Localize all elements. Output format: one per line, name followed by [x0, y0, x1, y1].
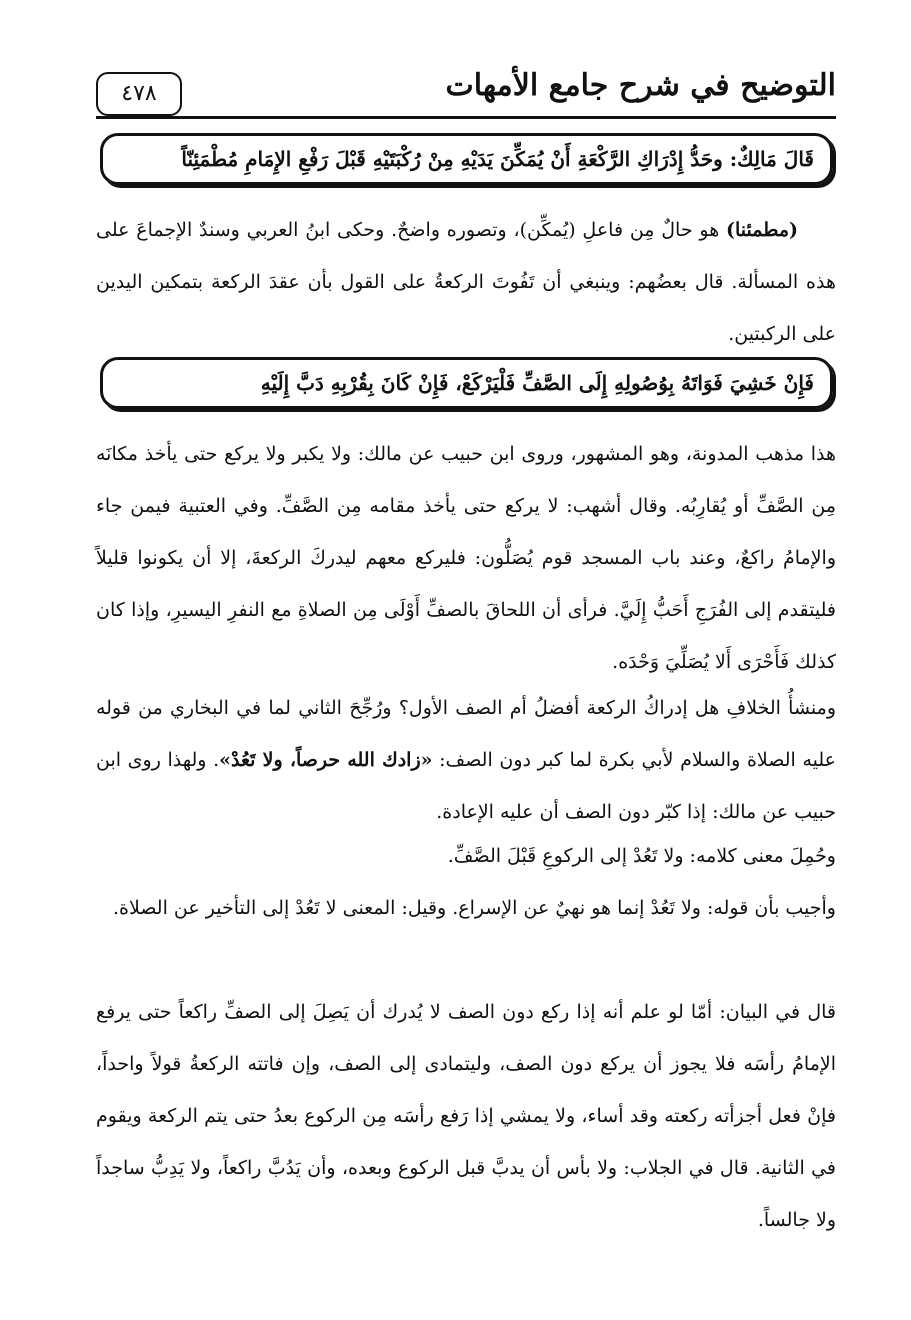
commentary-paragraph	[96, 682, 836, 838]
paragraph-text: قال في البيان: أمّا لو علم أنه إذا ركع دون الصف لا يُدرك أن يَصِلَ إلى الصفِّ راكعاً حتى يرفع الإمامُ رأسَه فلا يجوز أن يركع دون الصف، وليتمادى إلى الصف، وإن فاتته الركعةُ قولاً واحداً، فإنْ فعل أجزأته ركعته وقد أساء، ولا يمشي إذا رَفع رأسَه مِن الركوع بعدُ حتى يتم الركعة ويقوم في الثانية. قال في الجلاب: ولا بأس أن يدبَّ قبل الركوع وبعده، وأن يَدُبَّ راكعاً، ولا يَدِبُّ ساجداً ولا جالساً.	[96, 1001, 836, 1231]
book-title: التوضيح في شرح جامع الأمهات	[445, 68, 836, 103]
commentary-paragraph	[96, 204, 836, 360]
paragraph-text: هذا مذهب المدونة، وهو المشهور، وروى ابن حبيب عن مالك: ولا يكبر ولا يركع حتى يأخذ مكانَه مِن الصَّفِّ أو يُقارِبُه. وقال أشهب: لا يركع حتى يأخذ مقامه مِن الصَّفِّ. وفي العتبية فيمن جاء والإمامُ راكعٌ، وعند باب المسجد قوم يُصَلُّون: فليركع معهم ليدركَ الركعةَ، إلا أن يكونوا قليلاً فليتقدم إلى الفُرَجِ أَحَبُّ إِلَيَّ. فرأى أن اللحاقَ بالصفِّ أَوْلَى مِن الصلاةِ مع النفرِ اليسيرِ، وإذا كان كذلك فَأَحْرَى أَلا يُصَلِّيَ وَحْدَه.	[96, 443, 836, 673]
commentary-paragraph	[96, 830, 836, 882]
commentary-paragraph	[96, 428, 836, 688]
header-divider	[96, 116, 836, 119]
paragraph-text-tail: . ولهذا روى ابن حبيب عن مالك: إذا كبّر دون الصف أن عليه الإعادة.	[96, 749, 836, 823]
matn-box: فَإِنْ خَشِيَ فَوَاتَهُ بِوُصُولِهِ إِلَى الصَّفِّ فَلْيَرْكَعْ، فَإِنْ كَانَ بِقُرْبِهِ دَبَّ إِلَيْهِ	[100, 357, 833, 409]
lemma: (مطمئنا)	[726, 219, 798, 241]
matn-box: قَالَ مَالِكٌ: وحَدُّ إِدْرَاكِ الرَّكْعَةِ أَنْ يُمَكِّنَ يَدَيْهِ مِنْ رُكْبَتَيْهِ قَبْلَ رَفْعِ الإِمَامِ مُطْمَئِنّاً	[100, 133, 833, 185]
hadith-quote: «زادك الله حرصاً، ولا تَعُدْ»	[219, 749, 433, 771]
paragraph-text: وأجيب بأن قوله: ولا تَعُدْ إنما هو نهيٌ عن الإسراع. وقيل: المعنى لا تَعُدْ إلى التأخير عن الصلاة.	[112, 897, 836, 919]
paragraph-text: ومنشأُ الخلافِ هل إدراكُ الركعة أفضلُ أم الصف الأول؟ ورُجِّحَ الثاني لما في البخاري من قوله عليه الصلاة والسلام لأبي بكرة لما كبر دون الصف:	[96, 697, 836, 771]
commentary-paragraph	[96, 986, 836, 1246]
commentary-paragraph	[96, 882, 836, 934]
paragraph-text: وحُمِلَ معنى كلامه: ولا تَعُدْ إلى الركوعِ قَبْلَ الصَّفِّ.	[447, 845, 836, 867]
paragraph-text: هو حالٌ مِن فاعلِ (يُمكِّن)، وتصوره واضحٌ. وحكى ابنُ العربي وسندٌ الإجماعَ على هذه المسألة. قال بعضُهم: وينبغي أن تَفُوتَ الركعةُ على القول بأن عقدَ الركعة بتمكين اليدين على الركبتين.	[96, 219, 836, 345]
page-number: ٤٧٨	[96, 72, 182, 116]
running-header	[96, 64, 836, 120]
